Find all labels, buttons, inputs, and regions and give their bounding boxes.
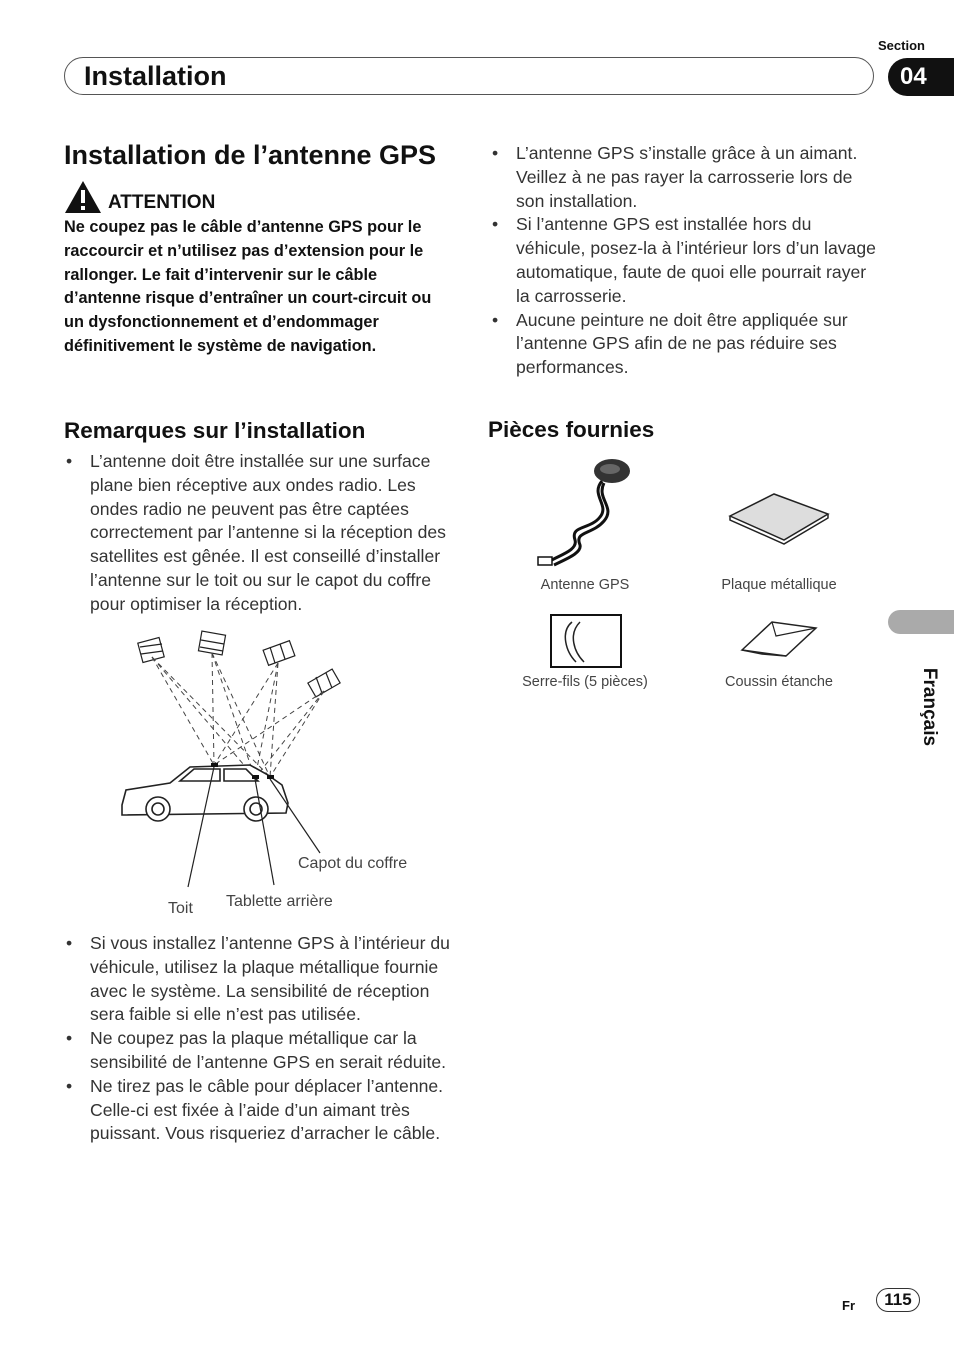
part-label-pad: Coussin étanche: [724, 674, 833, 690]
attention-text: Ne coupez pas le câble d’antenne GPS pour le raccourcir et n’utilisez pas d’extension pour le rallonger. Le fait d’intervenir sur le câble d’antenne risque d’entraîner un court-circuit ou un dysfonctionnement et d’endommager définitivement le système de navigation.: [64, 218, 432, 355]
antenna-placement-diagram: [110, 625, 450, 925]
satellite-icon: [198, 631, 225, 655]
page-title: Installation de l’antenne GPS: [64, 140, 437, 170]
list-item: • Si vous installez l’antenne GPS à l’intérieur du véhicule, utilisez la plaque métallique fournie avec le système. La sensibilité de réception sera faible si elle n’est pas utilisée.: [64, 932, 456, 1027]
list-item: • Si l’antenne GPS est installée hors du véhicule, posez-la à l’intérieur lors d’un lavage automatique, faute de quoi elle pourrait rayer la carrosserie.: [490, 213, 882, 308]
section-label: Section: [878, 38, 925, 53]
warning-icon: [64, 180, 102, 214]
list-item: • Aucune peinture ne doit être appliquée sur l’antenne GPS afin de ne pas réduire ses performances.: [490, 309, 882, 380]
gps-notes-list: [490, 142, 882, 380]
part-label-antenna: Antenne GPS: [540, 577, 630, 593]
page-number: 115: [876, 1288, 920, 1312]
waterproof-pad-icon: [738, 616, 818, 660]
list-item: • L’antenne doit être installée sur une surface plane bien réceptive aux ondes radio. Les ondes radio ne peuvent pas être captées correctement par l’antenne si la réception des satellites est gênée. Il est conseillé d’installer l’antenne sur le toit ou sur le capot du coffre pour optimiser la réception.: [64, 450, 456, 617]
list-item: • L’antenne GPS s’installe grâce à un aimant. Veillez à ne pas rayer la carrosserie lors de son installation.: [490, 142, 882, 213]
parts-heading: Pièces fournies: [488, 417, 655, 442]
satellite-icon: [308, 669, 340, 697]
remarks-heading: Remarques sur l’installation: [64, 418, 366, 443]
remarks-list-top: [64, 450, 456, 617]
part-label-plate: Plaque métallique: [721, 577, 837, 593]
list-item: • Ne coupez pas la plaque métallique car la sensibilité de l’antenne GPS en serait réduite.: [64, 1027, 456, 1075]
cable-clamp-icon: [548, 612, 624, 670]
gps-antenna-icon: [530, 455, 640, 575]
language-tab: [888, 610, 954, 634]
list-item: • Ne tirez pas le câble pour déplacer l’antenne. Celle-ci est fixée à l’aide d’un aimant très puissant. Vous risqueriez d’arracher le câble.: [64, 1075, 456, 1146]
part-label-clamps: Serre-fils (5 pièces): [522, 674, 648, 690]
satellite-icon: [138, 637, 164, 662]
metal-plate-icon: [724, 488, 834, 546]
footer-lang: Fr: [842, 1298, 855, 1313]
remarks-list-bottom: [64, 932, 456, 1146]
header-title: Installation: [84, 61, 227, 91]
section-number-badge: 04: [888, 58, 954, 96]
attention-label: ATTENTION: [108, 192, 216, 213]
label-roof: Toit: [168, 900, 193, 917]
label-trunk: Capot du coffre: [298, 855, 408, 872]
satellite-icon: [263, 641, 295, 666]
label-rear-shelf: Tablette arrière: [226, 893, 333, 910]
language-tab-label: Français: [919, 667, 940, 747]
